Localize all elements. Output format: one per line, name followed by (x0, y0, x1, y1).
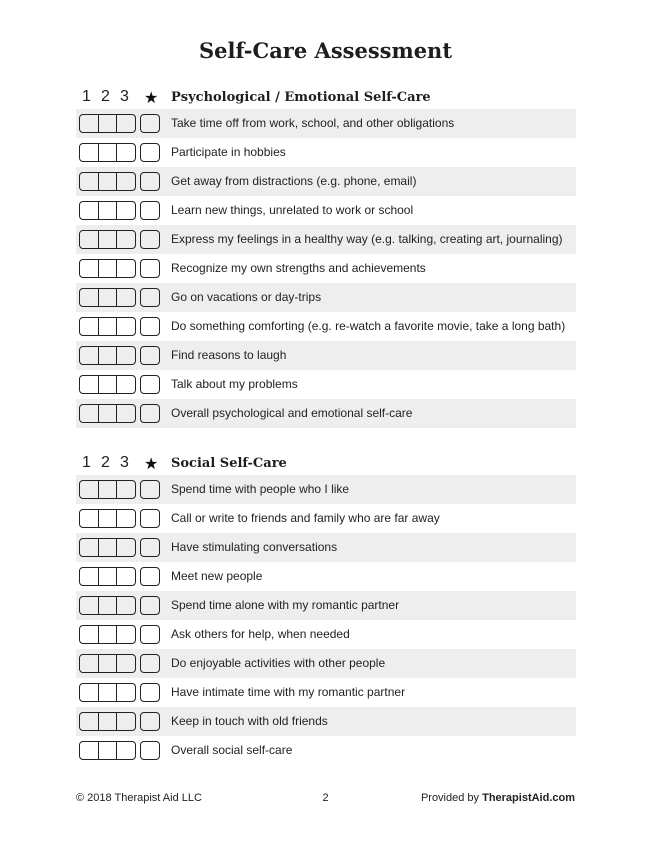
rating-box-3[interactable] (117, 318, 135, 335)
item-label: Ask others for help, when needed (171, 627, 350, 641)
list-item (76, 341, 576, 370)
rating-box-1[interactable] (80, 510, 99, 527)
star-checkbox[interactable] (140, 683, 160, 702)
rating-box-1[interactable] (80, 742, 99, 759)
item-label: Get away from distractions (e.g. phone, email) (171, 174, 417, 188)
rating-box-2[interactable] (99, 289, 118, 306)
scale-1: 1 (82, 88, 92, 105)
rating-box-2[interactable] (99, 376, 118, 393)
rating-box-2[interactable] (99, 231, 118, 248)
list-item (76, 562, 576, 591)
list-item (76, 138, 576, 167)
section-social (76, 454, 576, 765)
rating-box-2[interactable] (99, 115, 118, 132)
star-checkbox[interactable] (140, 625, 160, 644)
item-label: Overall social self-care (171, 743, 293, 757)
rating-box-2[interactable] (99, 655, 118, 672)
rating-checkboxes (79, 596, 136, 615)
rating-box-2[interactable] (99, 318, 118, 335)
star-checkbox[interactable] (140, 480, 160, 499)
star-checkbox[interactable] (140, 143, 160, 162)
list-item (76, 283, 576, 312)
rating-box-2[interactable] (99, 347, 118, 364)
rating-box-1[interactable] (80, 318, 99, 335)
rating-box-1[interactable] (80, 568, 99, 585)
rating-box-1[interactable] (80, 684, 99, 701)
rating-checkboxes (79, 538, 136, 557)
rating-box-1[interactable] (80, 231, 99, 248)
rating-box-2[interactable] (99, 202, 118, 219)
rating-box-3[interactable] (117, 347, 135, 364)
star-icon: ★ (144, 90, 159, 107)
rating-checkboxes (79, 683, 136, 702)
rating-box-3[interactable] (117, 684, 135, 701)
item-label: Do enjoyable activities with other people (171, 656, 386, 670)
rating-checkboxes (79, 230, 136, 249)
provided-brand: TherapistAid.com (482, 792, 575, 804)
list-item (76, 167, 576, 196)
rating-box-3[interactable] (117, 510, 135, 527)
rating-checkboxes (79, 114, 136, 133)
item-list (76, 475, 576, 765)
item-label: Call or write to friends and family who are far away (171, 511, 440, 525)
rating-box-2[interactable] (99, 539, 118, 556)
rating-box-3[interactable] (117, 626, 135, 643)
item-label: Spend time with people who I like (171, 482, 350, 496)
scale-3: 3 (120, 88, 130, 105)
scale-2: 2 (101, 88, 111, 105)
rating-box-2[interactable] (99, 510, 118, 527)
rating-box-3[interactable] (117, 289, 135, 306)
section-header (76, 88, 576, 108)
item-label: Go on vacations or day-trips (171, 290, 322, 304)
rating-checkboxes (79, 317, 136, 336)
rating-box-2[interactable] (99, 568, 118, 585)
rating-checkboxes (79, 201, 136, 220)
rating-box-2[interactable] (99, 597, 118, 614)
star-checkbox[interactable] (140, 567, 160, 586)
star-checkbox[interactable] (140, 509, 160, 528)
footer-provided-by (421, 792, 575, 804)
rating-box-3[interactable] (117, 713, 135, 730)
list-item (76, 312, 576, 341)
rating-checkboxes (79, 741, 136, 760)
rating-box-3[interactable] (117, 742, 135, 759)
rating-box-3[interactable] (117, 481, 135, 498)
rating-checkboxes (79, 654, 136, 673)
rating-box-3[interactable] (117, 376, 135, 393)
scale-3: 3 (120, 454, 130, 471)
item-label: Do something comforting (e.g. re-watch a favorite movie, take a long bath) (171, 319, 566, 333)
list-item (76, 620, 576, 649)
list-item (76, 591, 576, 620)
rating-box-3[interactable] (117, 260, 135, 277)
section-heading: Social Self-Care (171, 456, 287, 471)
page-title: Self-Care Assessment (198, 38, 453, 63)
section-header (76, 454, 576, 474)
item-label: Overall psychological and emotional self-care (171, 406, 413, 420)
rating-box-3[interactable] (117, 173, 135, 190)
star-checkbox[interactable] (140, 288, 160, 307)
star-checkbox[interactable] (140, 654, 160, 673)
item-label: Have intimate time with my romantic partner (171, 685, 406, 699)
star-checkbox[interactable] (140, 596, 160, 615)
list-item (76, 196, 576, 225)
rating-scale (82, 454, 139, 472)
rating-box-1[interactable] (80, 713, 99, 730)
section-heading: Psychological / Emotional Self-Care (171, 90, 431, 105)
rating-checkboxes (79, 712, 136, 731)
item-label: Express my feelings in a healthy way (e.g. talking, creating art, journaling) (171, 232, 563, 246)
list-item (76, 475, 576, 504)
rating-checkboxes (79, 567, 136, 586)
rating-checkboxes (79, 346, 136, 365)
star-checkbox[interactable] (140, 230, 160, 249)
rating-box-1[interactable] (80, 347, 99, 364)
star-checkbox[interactable] (140, 114, 160, 133)
rating-box-3[interactable] (117, 405, 135, 422)
rating-box-1[interactable] (80, 405, 99, 422)
list-item (76, 504, 576, 533)
item-list (76, 109, 576, 428)
list-item (76, 678, 576, 707)
rating-box-1[interactable] (80, 115, 99, 132)
provided-prefix: Provided by (420, 792, 483, 804)
list-item (76, 225, 576, 254)
rating-box-1[interactable] (80, 289, 99, 306)
star-checkbox[interactable] (140, 317, 160, 336)
star-checkbox[interactable] (140, 741, 160, 760)
rating-box-1[interactable] (80, 144, 99, 161)
rating-box-1[interactable] (80, 481, 99, 498)
star-checkbox[interactable] (140, 538, 160, 557)
rating-box-1[interactable] (80, 202, 99, 219)
list-item (76, 707, 576, 736)
star-checkbox[interactable] (140, 346, 160, 365)
list-item (76, 399, 576, 428)
rating-box-2[interactable] (99, 173, 118, 190)
item-label: Talk about my problems (171, 377, 298, 391)
rating-box-1[interactable] (80, 260, 99, 277)
rating-box-3[interactable] (117, 202, 135, 219)
rating-scale (82, 88, 139, 106)
rating-box-3[interactable] (117, 115, 135, 132)
rating-box-3[interactable] (117, 568, 135, 585)
star-icon: ★ (144, 456, 159, 473)
item-label: Keep in touch with old friends (171, 714, 328, 728)
rating-box-2[interactable] (99, 260, 118, 277)
rating-box-3[interactable] (117, 655, 135, 672)
rating-checkboxes (79, 143, 136, 162)
item-label: Have stimulating conversations (171, 540, 338, 554)
footer-copyright: © 2018 Therapist Aid LLC (76, 792, 202, 804)
list-item (76, 109, 576, 138)
rating-checkboxes (79, 509, 136, 528)
rating-box-1[interactable] (80, 655, 99, 672)
item-label: Recognize my own strengths and achievements (171, 261, 426, 275)
rating-box-3[interactable] (117, 231, 135, 248)
item-label: Learn new things, unrelated to work or school (171, 203, 414, 217)
rating-box-2[interactable] (99, 742, 118, 759)
item-label: Meet new people (171, 569, 263, 583)
list-item (76, 533, 576, 562)
section-psychological (76, 88, 576, 428)
item-label: Participate in hobbies (171, 145, 286, 159)
footer-page-number: 2 (322, 792, 329, 804)
list-item (76, 254, 576, 283)
star-checkbox[interactable] (140, 259, 160, 278)
rating-box-2[interactable] (99, 144, 118, 161)
rating-box-1[interactable] (80, 376, 99, 393)
item-label: Find reasons to laugh (171, 348, 287, 362)
rating-box-1[interactable] (80, 173, 99, 190)
rating-checkboxes (79, 375, 136, 394)
rating-box-2[interactable] (99, 405, 118, 422)
item-label: Spend time alone with my romantic partner (171, 598, 400, 612)
rating-checkboxes (79, 480, 136, 499)
rating-checkboxes (79, 404, 136, 423)
scale-1: 1 (82, 454, 92, 471)
rating-box-2[interactable] (99, 626, 118, 643)
rating-box-2[interactable] (99, 684, 118, 701)
star-checkbox[interactable] (140, 404, 160, 423)
rating-box-3[interactable] (117, 597, 135, 614)
rating-box-1[interactable] (80, 626, 99, 643)
rating-checkboxes (79, 288, 136, 307)
star-checkbox[interactable] (140, 172, 160, 191)
scale-2: 2 (101, 454, 111, 471)
rating-checkboxes (79, 625, 136, 644)
rating-box-1[interactable] (80, 539, 99, 556)
rating-box-1[interactable] (80, 597, 99, 614)
star-checkbox[interactable] (140, 375, 160, 394)
list-item (76, 736, 576, 765)
rating-box-3[interactable] (117, 539, 135, 556)
rating-checkboxes (79, 172, 136, 191)
list-item (76, 649, 576, 678)
rating-box-2[interactable] (99, 481, 118, 498)
rating-checkboxes (79, 259, 136, 278)
rating-box-3[interactable] (117, 144, 135, 161)
star-checkbox[interactable] (140, 712, 160, 731)
list-item (76, 370, 576, 399)
rating-box-2[interactable] (99, 713, 118, 730)
item-label: Take time off from work, school, and other obligations (171, 116, 455, 130)
star-checkbox[interactable] (140, 201, 160, 220)
